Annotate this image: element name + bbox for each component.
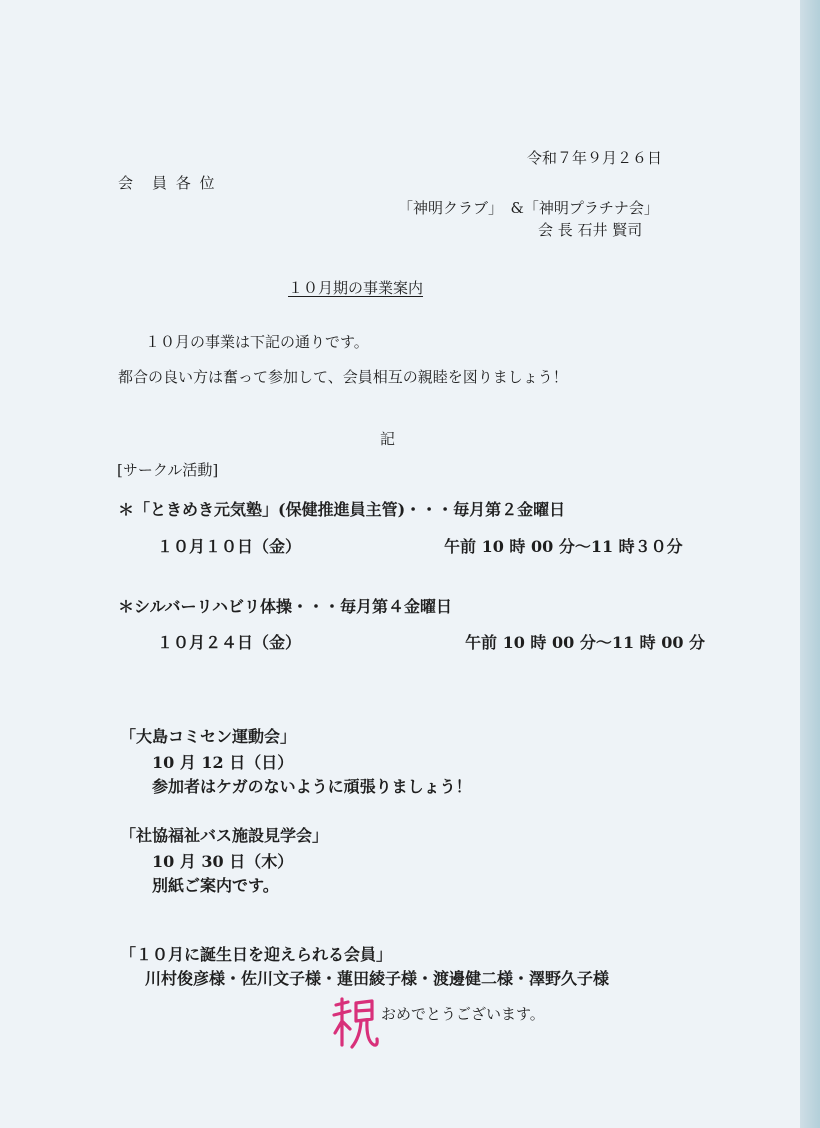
intro-line-1: １０月の事業は下記の通りです。 bbox=[145, 333, 369, 351]
event-note: 別紙ご案内です。 bbox=[152, 876, 279, 895]
event-title: 「社協福祉バス施設見学会」 bbox=[120, 826, 329, 845]
ki-marker: 記 bbox=[380, 430, 396, 448]
club-names: 「神明クラブ」 &「神明プラチナ会」 bbox=[398, 199, 659, 217]
document-title: １０月期の事業案内 bbox=[288, 279, 424, 297]
event-title: 「大島コミセン運動会」 bbox=[120, 727, 297, 746]
circle-item-time: 午前 10 時 00 分～11 時 00 分 bbox=[465, 633, 706, 652]
circle-item-time: 午前 10 時 00 分～11 時３０分 bbox=[444, 537, 683, 556]
celebration-seal bbox=[330, 995, 380, 1051]
president-name: 会 長 石井 賢司 bbox=[538, 221, 643, 239]
intro-line-2: 都合の良い方は奮って参加して、会員相互の親睦を図りましょう！ bbox=[118, 368, 568, 386]
circle-item-date: １０月１０日（金） bbox=[157, 537, 302, 556]
recipients: 会 員 各 位 bbox=[118, 174, 217, 192]
circle-heading: [サークル活動] bbox=[117, 461, 219, 479]
birthday-names: 川村俊彦様・佐川文子様・蓮田綾子様・渡邊健二様・澤野久子様 bbox=[145, 969, 610, 988]
document-date: 令和７年９月２６日 bbox=[527, 149, 663, 167]
birthday-title: 「１０月に誕生日を迎えられる会員」 bbox=[120, 945, 393, 964]
event-note: 参加者はケガのないように頑張りましょう！ bbox=[152, 777, 472, 796]
circle-item-title: ＊シルバーリハビリ体操・・・毎月第４金曜日 bbox=[118, 597, 453, 616]
seal-brush-icon bbox=[330, 995, 380, 1051]
birthday-message: おめでとうございます。 bbox=[381, 1005, 545, 1023]
event-date: 10 月 30 日（木） bbox=[152, 852, 294, 871]
circle-item-title: ＊「ときめき元気塾」(保健推進員主管)・・・毎月第２金曜日 bbox=[118, 500, 566, 519]
page-edge bbox=[800, 0, 820, 1128]
event-date: 10 月 12 日（日） bbox=[152, 753, 294, 772]
circle-item-date: １０月２４日（金） bbox=[157, 633, 302, 652]
